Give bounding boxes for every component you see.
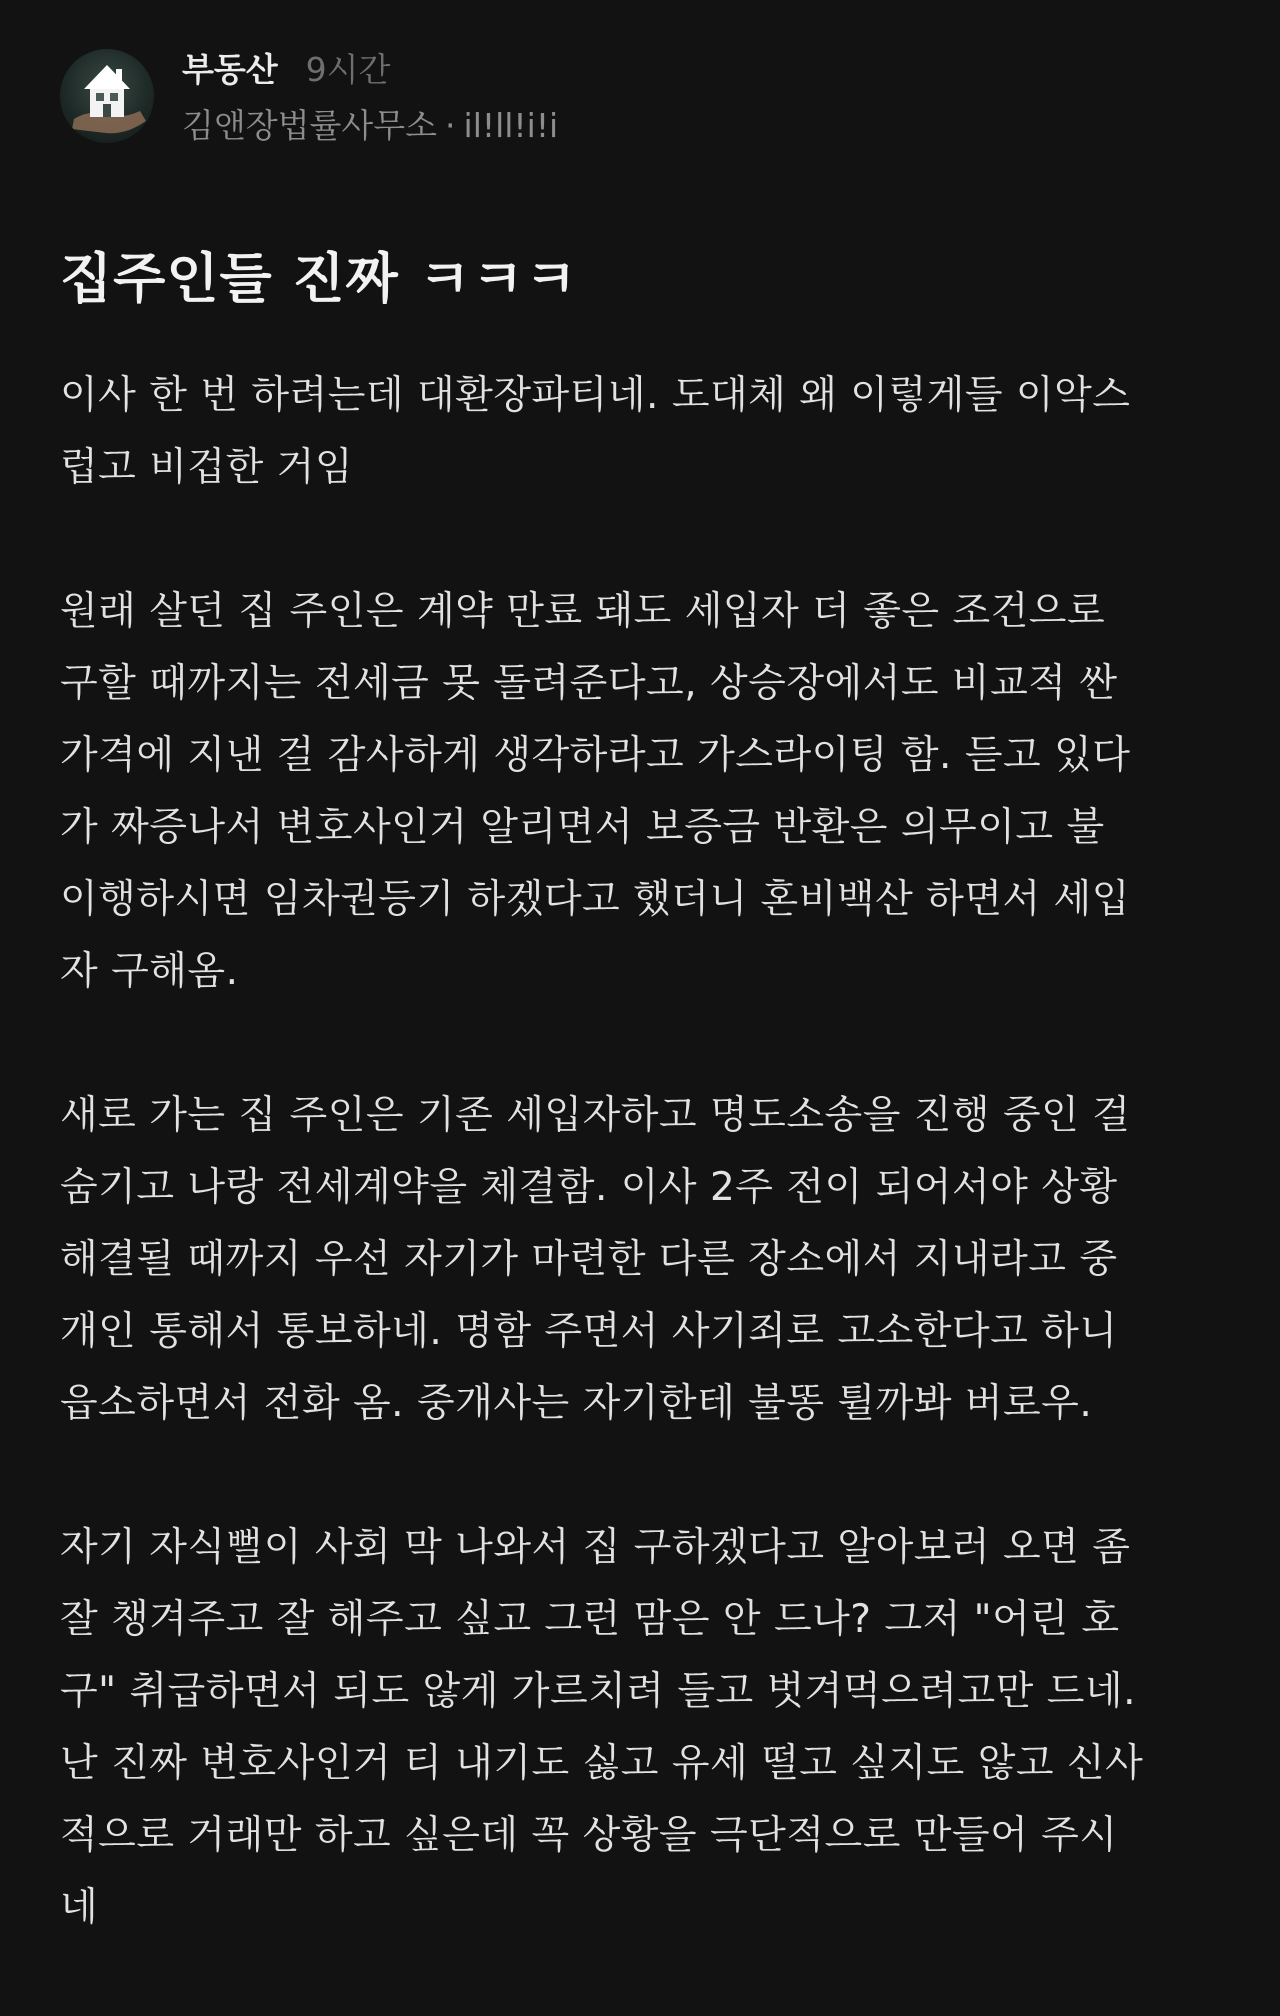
text-line: 자 구해옴. (60, 949, 239, 994)
paragraph-4 (60, 1512, 1220, 1944)
post-time: 9시간 (305, 50, 391, 89)
paragraph-3 (60, 1080, 1220, 1440)
author-company[interactable]: 김앤장법률사무소 (182, 106, 438, 145)
text-line: 읍소하면서 전화 옴. 중개사는 자기한테 불똥 튈까봐 버로우. (60, 1381, 1093, 1426)
text-line: 개인 통해서 통보하네. 명함 주면서 사기죄로 고소한다고 하니 (60, 1309, 1118, 1354)
text-line: 자기 자식뻘이 사회 막 나와서 집 구하겠다고 알아보러 오면 좀 (60, 1525, 1131, 1570)
text-line: 럽고 비겁한 거임 (60, 445, 354, 490)
post-body (60, 360, 1220, 2016)
house-in-hand-icon (60, 49, 154, 143)
text-line: 난 진짜 변호사인거 티 내기도 싫고 유세 떨고 싶지도 않고 신사 (60, 1741, 1144, 1786)
text-line: 숨기고 나랑 전세계약을 체결함. 이사 2주 전이 되어서야 상황 (60, 1165, 1118, 1210)
paragraph-1 (60, 360, 1220, 504)
text-line: 잘 챙겨주고 잘 해주고 싶고 그런 맘은 안 드나? 그저 "어린 호 (60, 1597, 1120, 1642)
post-header (60, 44, 558, 147)
text-line: 구" 취급하면서 되도 않게 가르치려 들고 벗겨먹으려고만 드네. (60, 1669, 1136, 1714)
text-line: 이행하시면 임차권등기 하겠다고 했더니 혼비백산 하면서 세입 (60, 877, 1130, 922)
text-line: 원래 살던 집 주인은 계약 만료 돼도 세입자 더 좋은 조건으로 (60, 589, 1106, 634)
channel-name[interactable]: 부동산 (182, 50, 278, 89)
post-meta (182, 44, 558, 147)
text-line: 적으로 거래만 하고 싶은데 꼭 상황을 극단적으로 만들어 주시 (60, 1813, 1118, 1858)
author-nickname[interactable]: il!ll!i!i (463, 106, 559, 145)
text-line: 가 짜증나서 변호사인거 알리면서 보증금 반환은 의무이고 불 (60, 805, 1105, 850)
post-title: 집주인들 진짜 ㅋㅋㅋ (60, 247, 579, 310)
avatar[interactable] (60, 49, 154, 143)
text-line: 네 (60, 1885, 99, 1930)
meta-separator: · (445, 106, 456, 145)
text-line: 새로 가는 집 주인은 기존 세입자하고 명도소송을 진행 중인 걸 (60, 1093, 1131, 1138)
text-line: 구할 때까지는 전세금 못 돌려준다고, 상승장에서도 비교적 싼 (60, 661, 1118, 706)
text-line: 가격에 지낸 걸 감사하게 생각하라고 가스라이팅 함. 듣고 있다 (60, 733, 1131, 778)
text-line: 해결될 때까지 우선 자기가 마련한 다른 장소에서 지내라고 중 (60, 1237, 1118, 1282)
text-line: 이사 한 번 하려는데 대환장파티네. 도대체 왜 이렇게들 이악스 (60, 373, 1131, 418)
paragraph-2 (60, 576, 1220, 1008)
